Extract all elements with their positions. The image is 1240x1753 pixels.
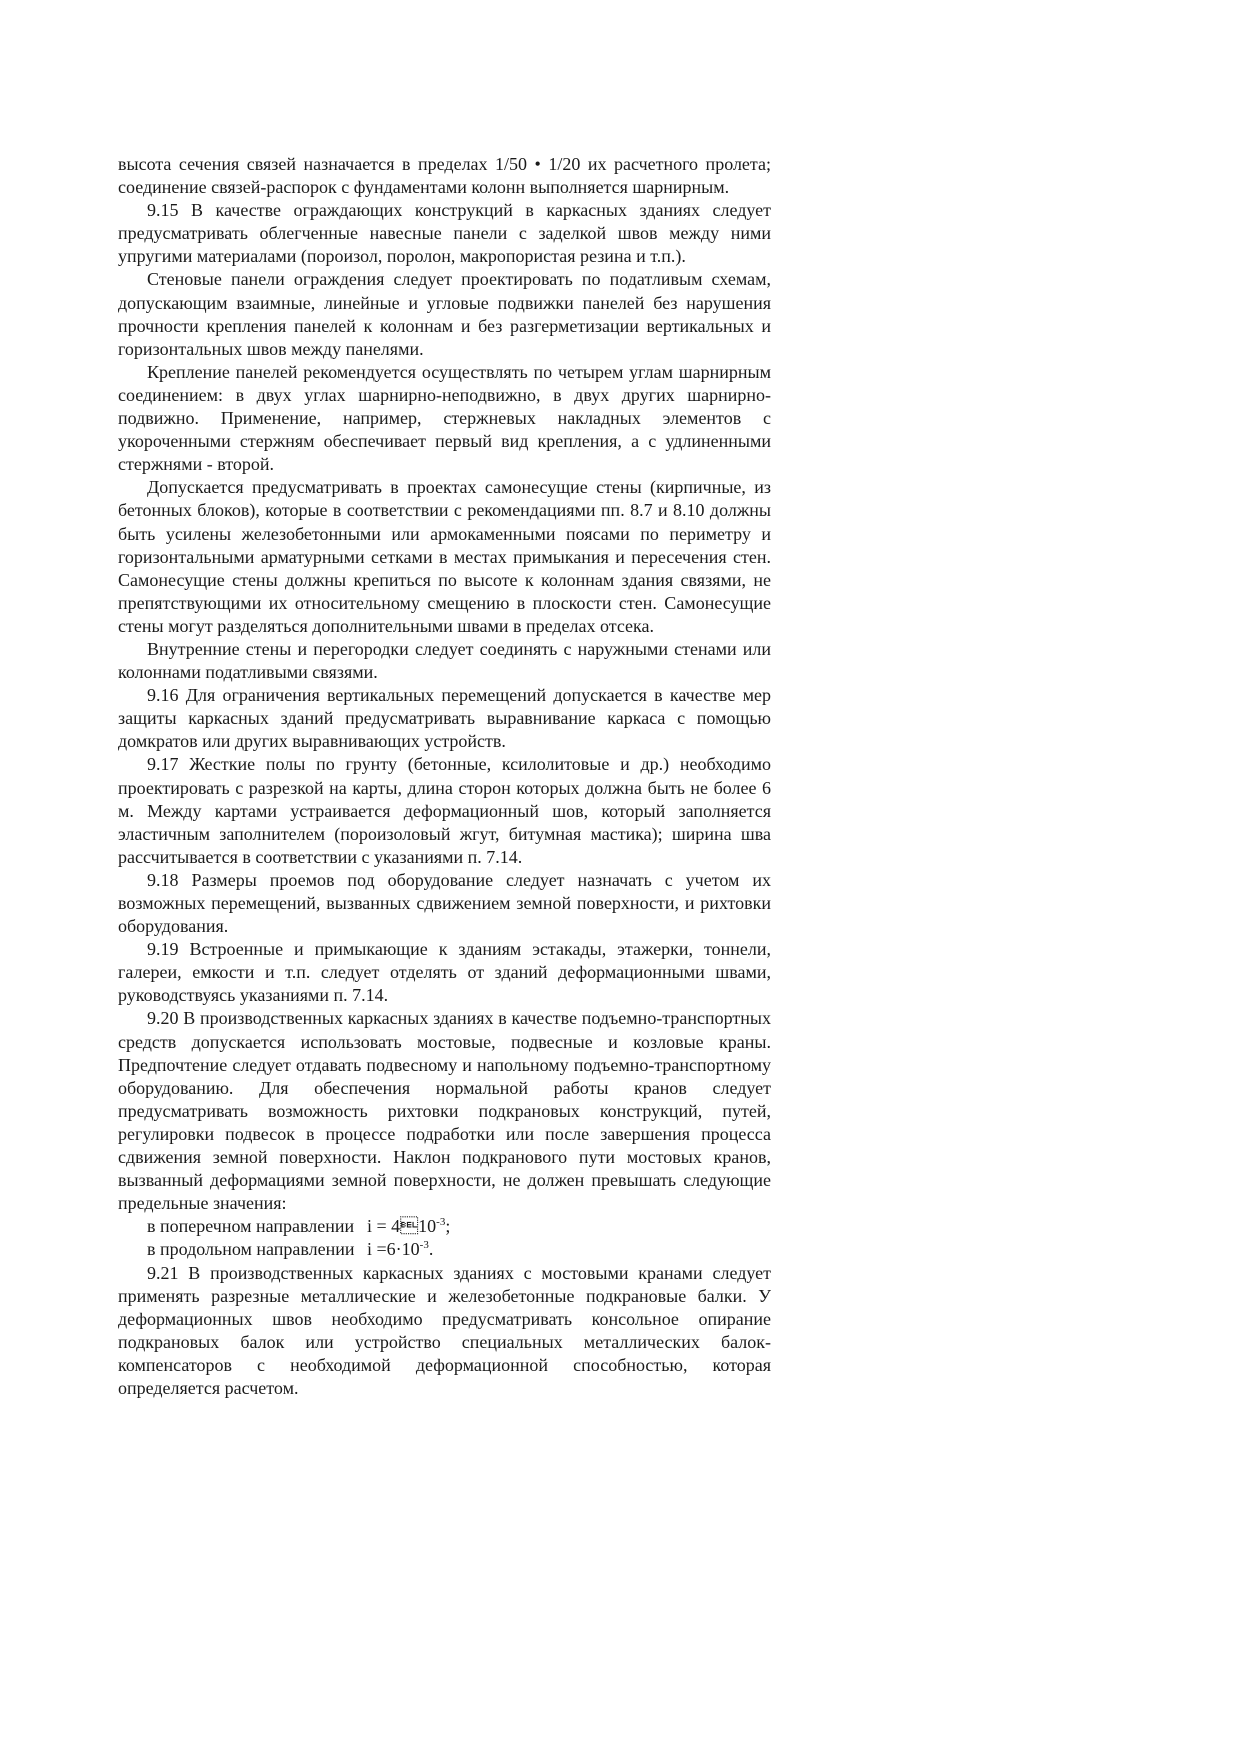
paragraph-panel-fastening: Крепление панелей рекомендуется осуществлять по четырем углам шарнирным соединением: в двух углах шарнирно-неподвижно, в двух других шарнирно-подвижно. Применение, например, стержневых накладных элементов с укороченными стержням обеспечивает первый вид крепления, а с удлиненными стержнями - второй. [118,361,771,475]
formula-longitudinal [118,1238,771,1261]
formula-transverse-exponent: -3 [436,1216,446,1229]
paragraph-bracing-height: высота сечения связей назначается в пределах 1/50 • 1/20 их расчетного пролета; соединение связей-распорок с фундаментами колонн выполняется шарнирным. [118,154,771,198]
formula-transverse [118,1215,771,1238]
formula-longitudinal-label: в продольном направлении [147,1239,355,1260]
formula-longitudinal-value: i =6·10 [367,1239,420,1260]
paragraph-9-17: 9.17 Жесткие полы по грунту (бетонные, ксилолитовые и др.) необходимо проектировать с разрезкой на карты, длина сторон которых должна быть не более 6 м. Между картами устраивается деформационный шов, который заполняется эластичным заполнителем (пороизоловый жгут, битумная мастика); ширина шва рассчитывается в соответствии с указаниями п. 7.14. [118,754,771,867]
paragraph-internal-walls: Внутренние стены и перегородки следует соединять с наружными стенами или колоннами податливыми связями. [118,638,771,683]
paragraph-9-16: 9.16 Для ограничения вертикальных перемещений допускается в качестве мер защиты каркасных зданий предусматривать выравнивание каркаса с помощью домкратов или других выравнивающих устройств. [118,685,771,752]
paragraph-9-19: 9.19 Встроенные и примыкающие к зданиям эстакады, этажерки, тоннели, галереи, емкости и т.п. следует отделять от зданий деформационными швами, руководствуясь указаниями п. 7.14. [118,939,771,1006]
paragraph-9-15: 9.15 В качестве ограждающих конструкций в каркасных зданиях следует предусматривать облегченные навесные панели с заделкой швов между ними упругими материалами (пороизол, поролон, макропористая резина и т.п.). [118,200,771,267]
formula-transverse-label: в поперечном направлении [147,1216,355,1237]
paragraph-wall-panels: Стеновые панели ограждения следует проектировать по податливым схемам, допускающим взаимные, линейные и угловые подвижки панелей без нарушения прочности крепления панелей к колоннам и без разгерметизации вертикальных и горизонтальных швов между панелями. [118,269,771,359]
formula-transverse-tail: ; [445,1216,451,1237]
paragraph-self-supporting-walls: Допускается предусматривать в проектах самонесущие стены (кирпичные, из бетонных блоков), которые в соответствии с рекомендациями пп. 8.7 и 8.10 должны быть усилены железобетонными или армокаменными поясами по периметру и горизонтальными арматурными сетками в местах примыкания и пересечения стен. Самонесущие стены должны крепиться по высоте к колоннам здания связями, не препятствующими их относительному смещению в плоскости стен. Самонесущие стены могут разделяться дополнительными швами в пределах отсека. [118,477,771,636]
paragraph-9-18: 9.18 Размеры проемов под оборудование следует назначать с учетом их возможных перемещений, вызванных сдвижением земной поверхности, и рихтовки оборудования. [118,869,771,937]
document-page [118,153,771,1400]
formula-transverse-value: i = 410 [367,1216,437,1237]
paragraph-9-21: 9.21 В производственных каркасных зданиях с мостовыми кранами следует применять разрезные металлические и железобетонные подкрановые балки. У деформационных швов необходимо предусматривать консольное опирание подкрановых балок или устройство специальных металлических балок-компенсаторов с необходимой деформационной способностью, которая определяется расчетом. [118,1262,771,1398]
formula-longitudinal-exponent: -3 [419,1239,429,1252]
formula-longitudinal-tail: . [428,1239,434,1260]
paragraph-9-20: 9.20 В производственных каркасных зданиях в качестве подъемно-транспортных средств допускается использовать мостовые, подвесные и козловые краны. Предпочтение следует отдавать подвесному и напольному подъемно-транспортному оборудованию. Для обеспечения нормальной работы кранов следует предусматривать возможность рихтовки подкрановых конструкций, путей, регулировки подвесок в процессе подработки или после завершения процесса сдвижения земной поверхности. Наклон подкранового пути мостовых кранов, вызванный деформациями земной поверхности, не должен превышать следующие предельные значения: [118,1008,771,1214]
